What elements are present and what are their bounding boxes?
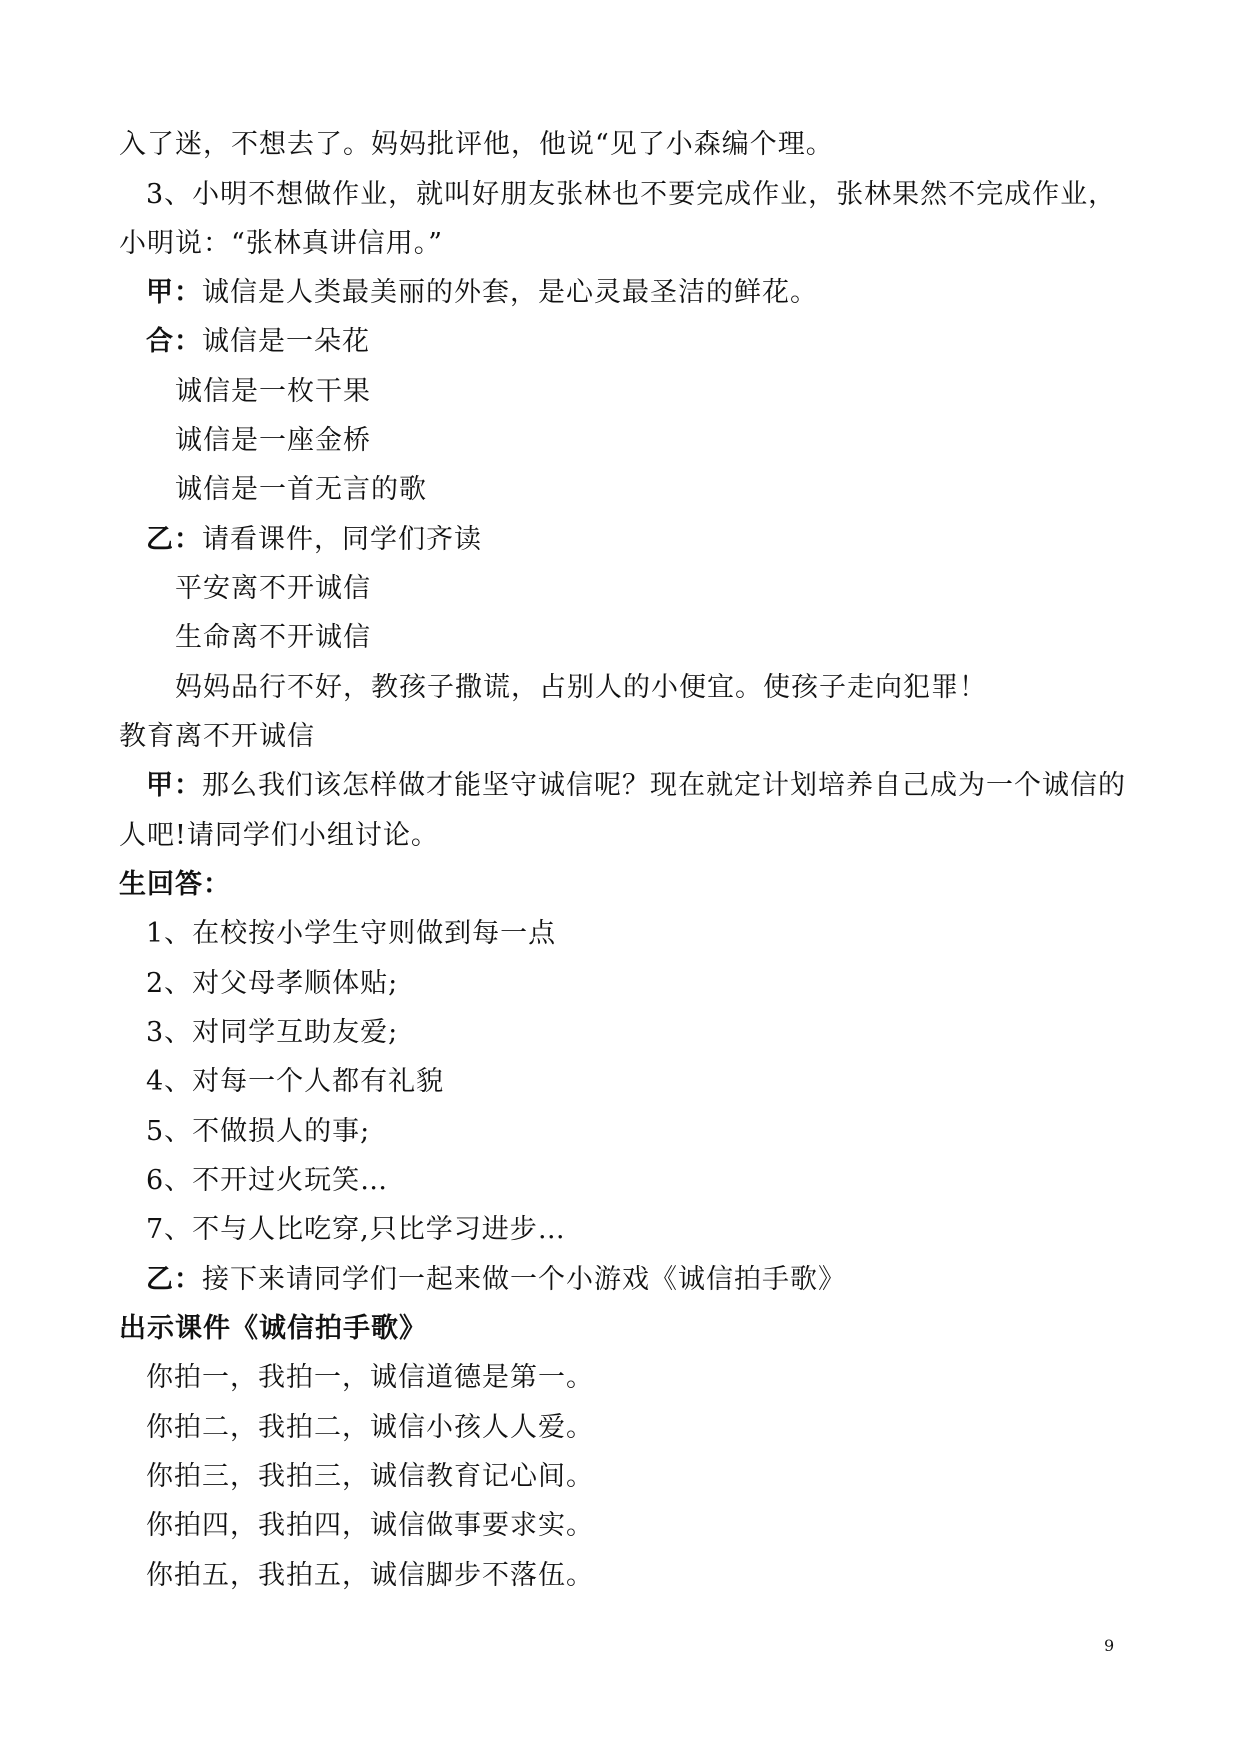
verse-line: 诚信是一枚干果 [175, 376, 371, 407]
list-item: 3、对同学互助友爱; [146, 1017, 399, 1048]
dialogue-line [0, 768, 1241, 804]
page-number: 9 [1104, 1636, 1115, 1655]
verse-line: 你拍二，我拍二，诚信小孩人人爱。 [146, 1412, 594, 1443]
verse-line: 妈妈品行不好，教孩子撒谎，占别人的小便宜。使孩子走向犯罪！ [175, 672, 987, 703]
dialogue-text: 那么我们该怎样做才能坚守诚信呢？现在就定计划培养自己成为一个诚信的 [202, 770, 1126, 801]
dialogue-line [0, 324, 1241, 360]
speaker-label: 甲： [146, 277, 202, 308]
speaker-label: 甲： [146, 770, 202, 801]
paragraph-line: 入了迷，不想去了。妈妈批评他，他说“见了小森编个理。 [119, 129, 834, 160]
dialogue-line [0, 522, 1241, 558]
verse-line: 你拍五，我拍五，诚信脚步不落伍。 [146, 1560, 594, 1591]
dialogue-line [0, 1262, 1241, 1298]
dialogue-text: 接下来请同学们一起来做一个小游戏《诚信拍手歌》 [202, 1264, 846, 1295]
list-item: 2、对父母孝顺体贴; [146, 968, 399, 999]
verse-line: 你拍三，我拍三，诚信教育记心间。 [146, 1461, 594, 1492]
verse-line: 诚信是一座金桥 [175, 425, 371, 456]
list-item: 4、对每一个人都有礼貌 [146, 1066, 445, 1097]
paragraph-line: 人吧!请同学们小组讨论。 [119, 820, 439, 851]
paragraph-line: 3、小明不想做作业，就叫好朋友张林也不要完成作业，张林果然不完成作业， [146, 179, 1117, 210]
verse-line: 你拍四，我拍四，诚信做事要求实。 [146, 1510, 594, 1541]
speaker-label: 乙： [146, 1264, 202, 1295]
speaker-label: 乙： [146, 524, 202, 555]
section-heading: 出示课件《诚信拍手歌》 [119, 1313, 427, 1344]
list-item: 6、不开过火玩笑… [146, 1165, 389, 1196]
section-heading: 生回答： [119, 869, 231, 900]
dialogue-text: 诚信是一朵花 [202, 326, 370, 357]
paragraph-line: 教育离不开诚信 [119, 721, 315, 752]
speaker-label: 合： [146, 326, 202, 357]
list-item: 5、不做损人的事; [146, 1116, 371, 1147]
verse-line: 你拍一，我拍一，诚信道德是第一。 [146, 1362, 594, 1393]
verse-line: 生命离不开诚信 [175, 622, 371, 653]
dialogue-line [0, 275, 1241, 311]
paragraph-line: 小明说：“张林真讲信用。” [119, 228, 444, 259]
dialogue-text: 请看课件，同学们齐读 [202, 524, 482, 555]
verse-line: 诚信是一首无言的歌 [175, 474, 427, 505]
list-item: 1、在校按小学生守则做到每一点 [146, 918, 557, 949]
list-item: 7、不与人比吃穿,只比学习进步… [146, 1214, 566, 1245]
verse-line: 平安离不开诚信 [175, 573, 371, 604]
dialogue-text: 诚信是人类最美丽的外套，是心灵最圣洁的鲜花。 [202, 277, 818, 308]
